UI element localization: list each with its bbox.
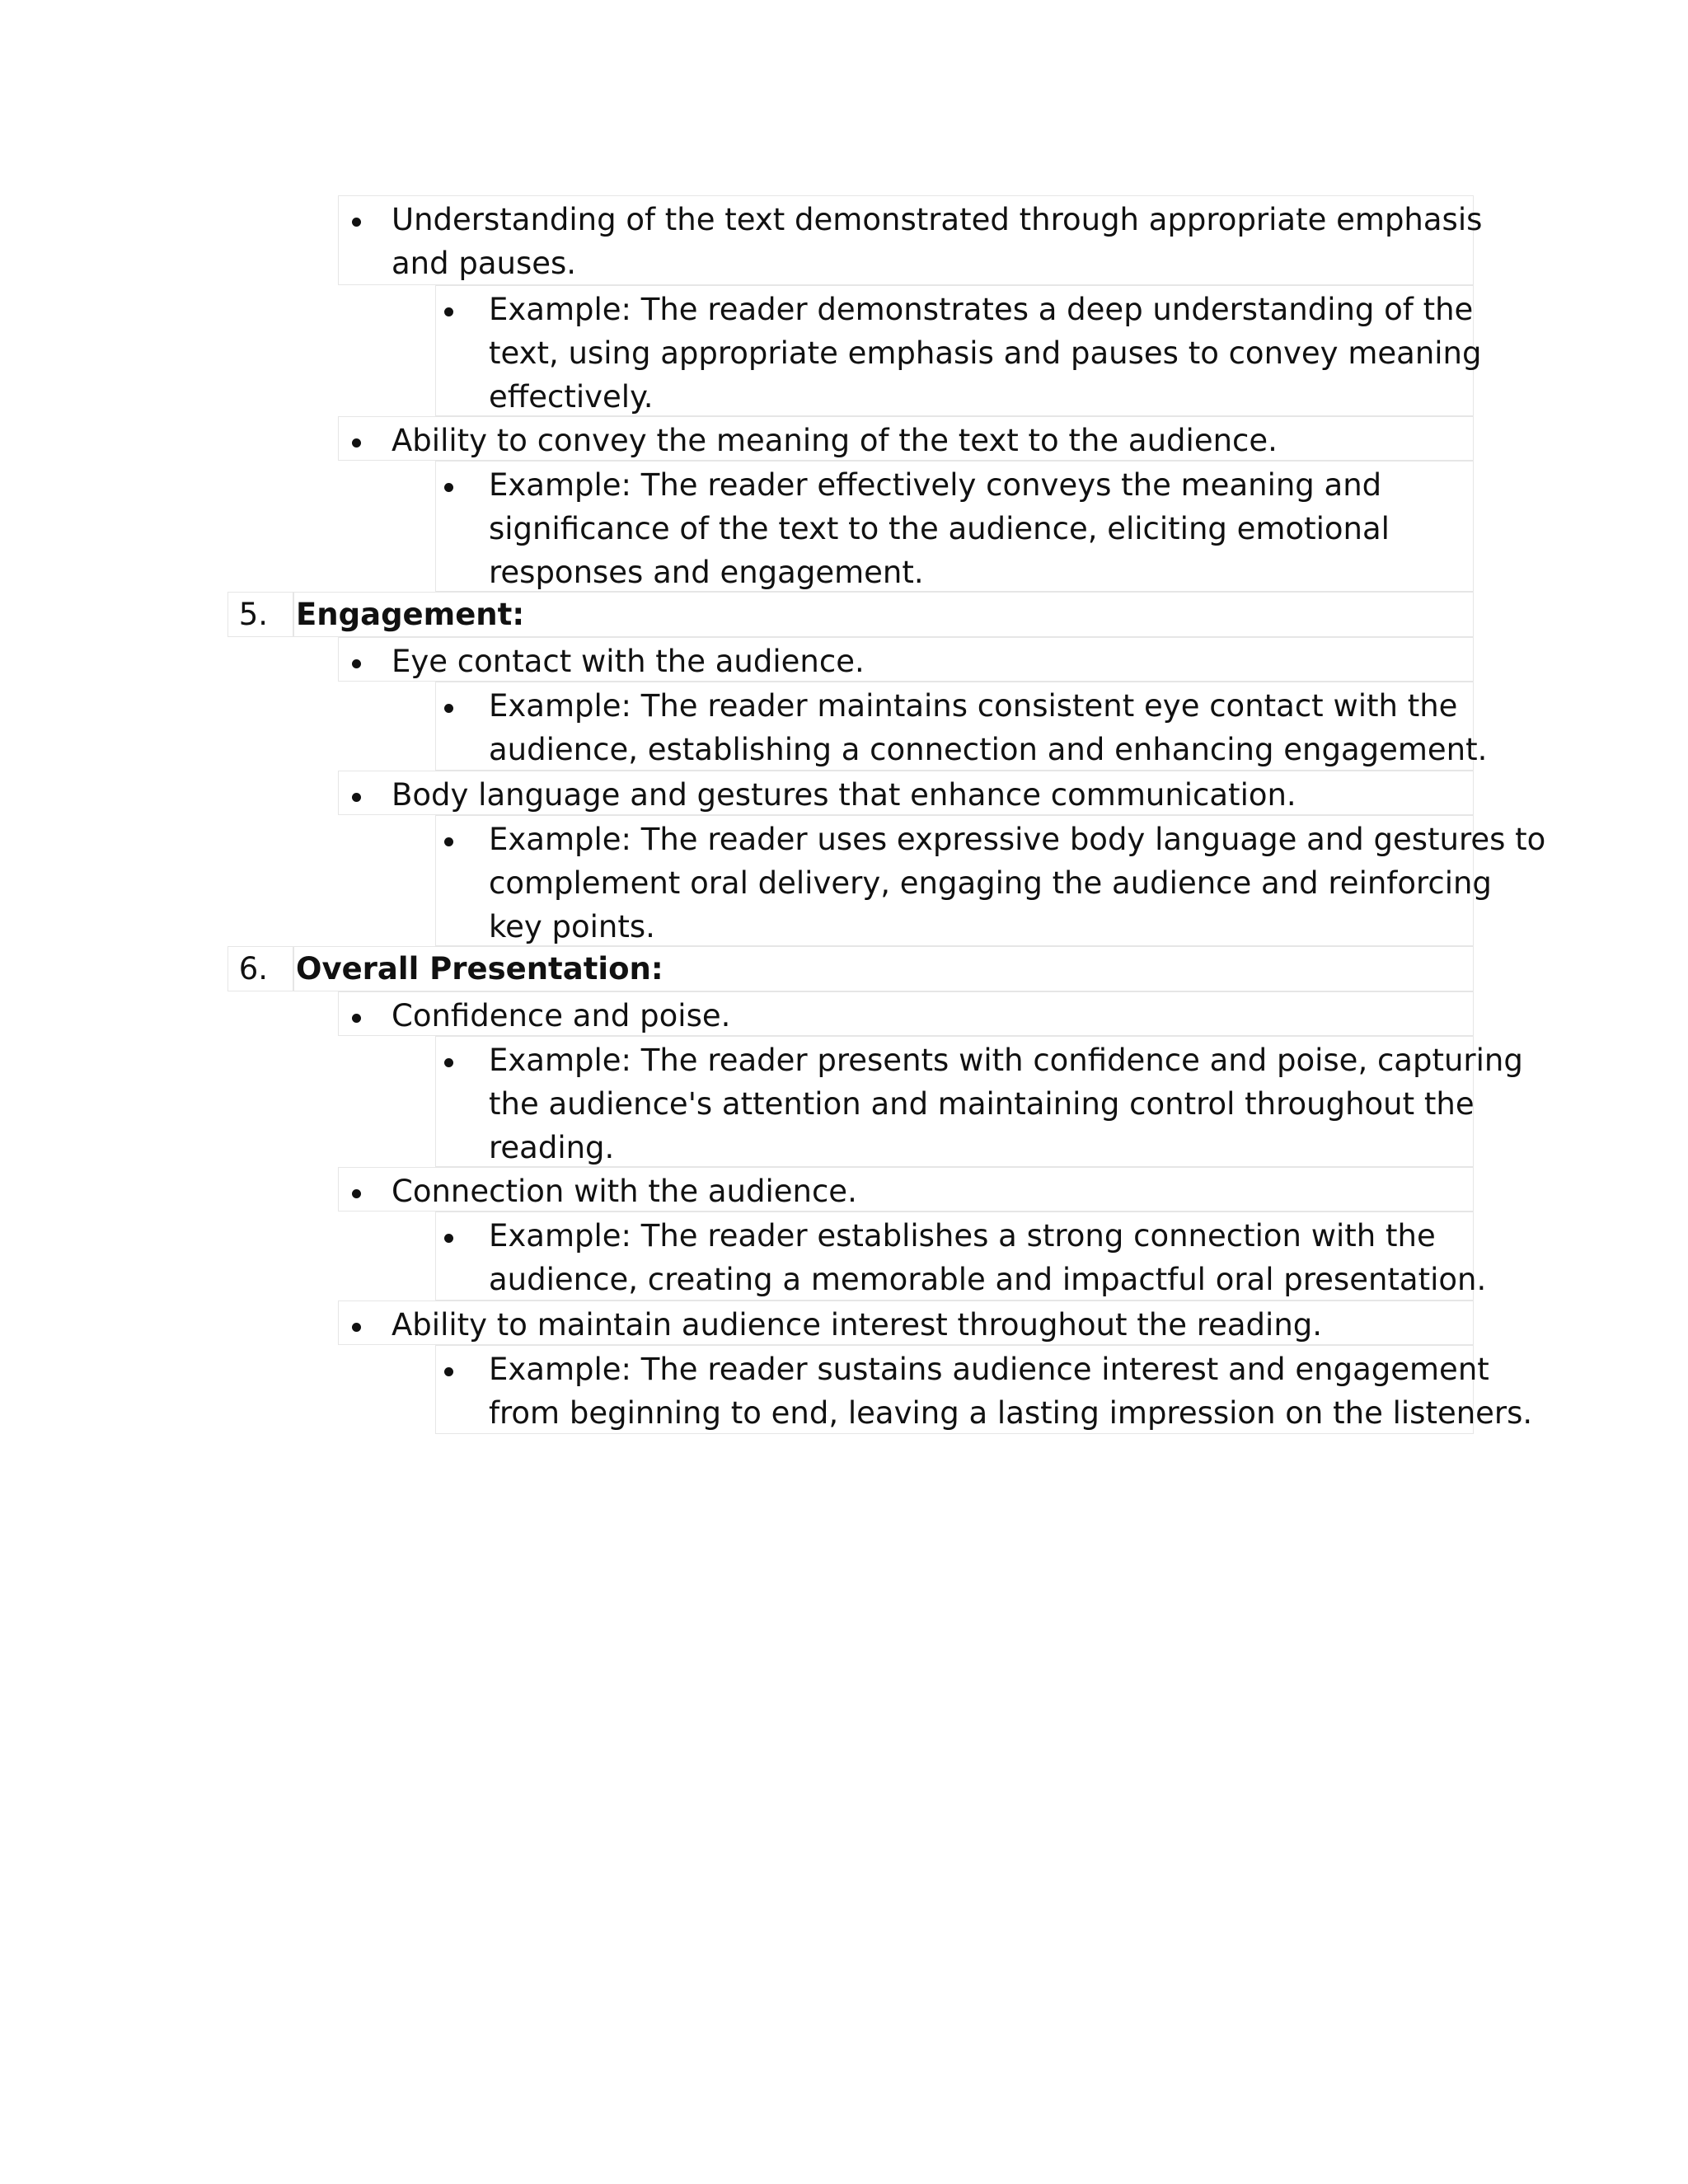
bullet-icon (444, 704, 453, 713)
bullet-icon (444, 307, 453, 316)
example-text-line: reading. (489, 1130, 615, 1165)
example-text-line: text, using appropriate emphasis and pauses to convey meaning (489, 335, 1482, 371)
example-text-line: Example: The reader uses expressive body language and gestures to (489, 822, 1546, 857)
bullet-text: Ability to maintain audience interest throughout the reading. (392, 1307, 1323, 1343)
example-row (435, 1036, 1523, 1167)
example-text-line: effectively. (489, 379, 654, 415)
bullet-icon (352, 659, 361, 668)
bullet-text-cont: and pauses. (392, 246, 577, 281)
example-row (435, 285, 1482, 416)
bullet-text: Eye contact with the audience. (392, 644, 865, 679)
bullet-icon (352, 793, 361, 802)
bullet-icon (352, 1189, 361, 1198)
bullet-text: Body language and gestures that enhance communication. (392, 777, 1296, 813)
bullet-text: Ability to convey the meaning of the text to the audience. (392, 423, 1278, 458)
example-text-line: Example: The reader sustains audience interest and engagement (489, 1352, 1489, 1387)
example-text-line: responses and engagement. (489, 555, 924, 590)
example-text-line: significance of the text to the audience, eliciting emotional (489, 511, 1390, 546)
bullet-icon (444, 1058, 453, 1067)
bullet-icon (444, 837, 453, 846)
example-text-line: audience, creating a memorable and impactful oral presentation. (489, 1262, 1487, 1297)
example-text-line: Example: The reader maintains consistent eye contact with the (489, 688, 1458, 724)
example-text-line: Example: The reader effectively conveys the meaning and (489, 467, 1382, 503)
bullet-row (338, 637, 1474, 682)
bullet-icon (352, 218, 361, 227)
bullet-icon (352, 1014, 361, 1023)
example-text-line: the audience's attention and maintaining control throughout the (489, 1086, 1475, 1122)
bullet-text: Understanding of the text demonstrated through appropriate emphasis (392, 202, 1483, 237)
example-text-line: Example: The reader presents with confidence and poise, capturing (489, 1043, 1523, 1078)
example-text-line: from beginning to end, leaving a lasting impression on the listeners. (489, 1395, 1533, 1431)
bullet-row (338, 1167, 1474, 1212)
example-text-line: audience, establishing a connection and enhancing engagement. (489, 732, 1488, 767)
bullet-text: Confidence and poise. (392, 998, 731, 1033)
section-title: Engagement: (293, 592, 1474, 637)
example-row (435, 815, 1546, 946)
example-text-line: complement oral delivery, engaging the audience and reinforcing (489, 865, 1492, 901)
bullet-icon (444, 483, 453, 492)
example-text-line: key points. (489, 909, 655, 944)
example-row (435, 682, 1488, 771)
section-number: 5. (227, 592, 293, 637)
bullet-row (338, 771, 1474, 815)
bullet-text: Connection with the audience. (392, 1174, 857, 1209)
bullet-row (338, 195, 1483, 285)
bullet-icon (444, 1234, 453, 1243)
section-title: Overall Presentation: (293, 946, 1474, 991)
bullet-icon (352, 1323, 361, 1332)
bullet-icon (444, 1367, 453, 1376)
example-row (435, 461, 1474, 592)
example-row (435, 1345, 1533, 1434)
section-number: 6. (227, 946, 293, 991)
bullet-row (338, 991, 1474, 1036)
example-text-line: Example: The reader establishes a strong connection with the (489, 1218, 1436, 1254)
example-text-line: Example: The reader demonstrates a deep understanding of the (489, 292, 1474, 327)
example-row (435, 1212, 1487, 1301)
bullet-row (338, 1301, 1474, 1345)
bullet-icon (352, 438, 361, 448)
bullet-row (338, 416, 1474, 461)
